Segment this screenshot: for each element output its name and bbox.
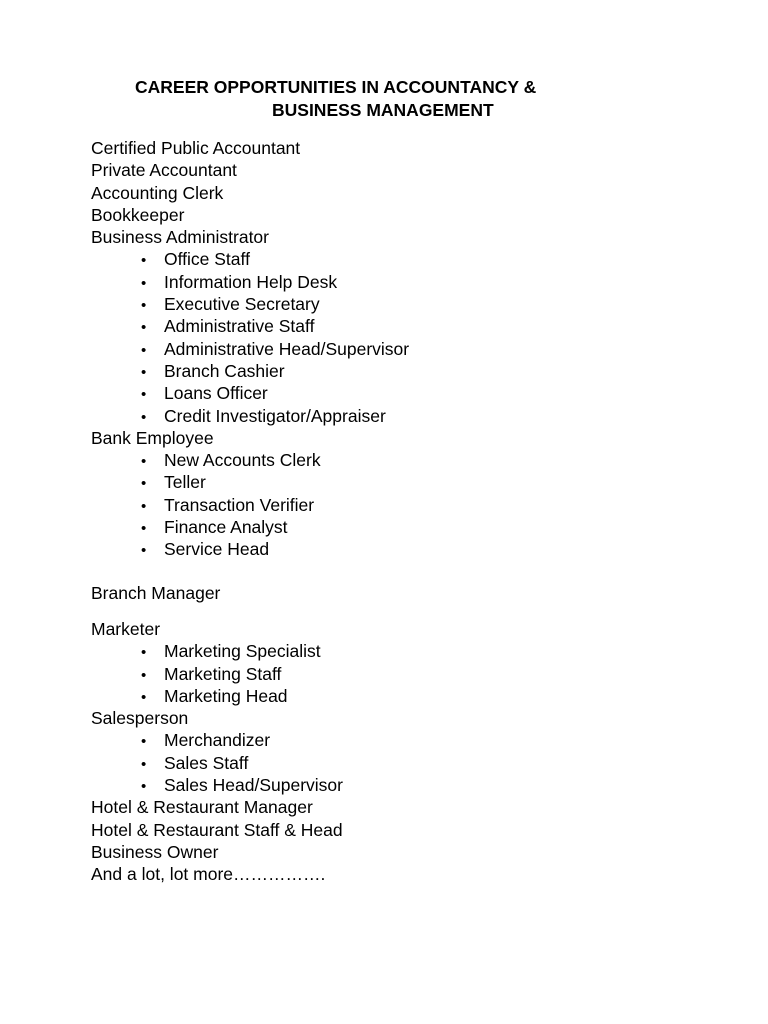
sub-item-label: Administrative Staff [164, 316, 315, 337]
sub-item [91, 471, 731, 493]
bullet-icon: • [141, 688, 147, 706]
sub-item [91, 663, 731, 685]
sub-item-label: Marketing Specialist [164, 641, 321, 662]
list-item-cpa: Certified Public Accountant [91, 138, 301, 158]
bullet-icon: • [141, 542, 147, 560]
sub-item [91, 382, 731, 404]
bullet-icon: • [141, 644, 147, 662]
sub-item-label: Merchandizer [164, 730, 271, 751]
sub-item [91, 315, 731, 337]
spacer [91, 604, 731, 618]
sub-item [91, 729, 731, 751]
sub-item [91, 516, 731, 538]
sub-item-label: Marketing Staff [164, 663, 282, 684]
list-item-marketer: Marketer [91, 618, 161, 639]
list-item-hotel-manager: Hotel & Restaurant Manager [91, 797, 313, 818]
list-item-more: And a lot, lot more……………. [91, 864, 326, 885]
list-item-branch-manager: Branch Manager [91, 582, 221, 603]
sub-item [91, 338, 731, 360]
list-item-hotel-staff: Hotel & Restaurant Staff & Head [91, 819, 343, 840]
bullet-icon: • [141, 297, 147, 315]
sub-item-label: Transaction Verifier [164, 494, 315, 515]
sub-item [91, 248, 731, 270]
bullet-icon: • [141, 453, 147, 471]
bullet-icon: • [141, 778, 147, 796]
title-line-1: CAREER OPPORTUNITIES IN ACCOUNTANCY & [135, 77, 537, 97]
page-title [0, 76, 768, 122]
sub-item-label: Credit Investigator/Appraiser [164, 405, 386, 426]
sub-item [91, 685, 731, 707]
sub-item-label: Teller [164, 472, 206, 493]
title-line-2: BUSINESS MANAGEMENT [272, 100, 494, 120]
sub-item-label: Marketing Head [164, 685, 288, 706]
bullet-icon: • [141, 666, 147, 684]
sub-item [91, 538, 731, 560]
list-item-salesperson: Salesperson [91, 708, 189, 729]
sub-item [91, 360, 731, 382]
sub-item-label: Administrative Head/Supervisor [164, 338, 410, 359]
list-item-accounting-clerk: Accounting Clerk [91, 182, 224, 203]
bullet-icon: • [141, 274, 147, 292]
sub-item-label: Finance Analyst [164, 517, 288, 538]
sub-item-label: Office Staff [164, 249, 250, 270]
list-item-business-administrator: Business Administrator [91, 227, 269, 248]
bullet-icon: • [141, 755, 147, 773]
bullet-icon: • [141, 363, 147, 381]
sub-item [91, 752, 731, 774]
sub-item-label: Executive Secretary [164, 294, 320, 315]
sub-item-label: Branch Cashier [164, 360, 285, 381]
sub-item-label: Information Help Desk [164, 271, 338, 292]
sub-item-label: Service Head [164, 539, 270, 560]
sub-item [91, 494, 731, 516]
list-item-business-owner: Business Owner [91, 841, 219, 862]
bullet-icon: • [141, 733, 147, 751]
bullet-icon: • [141, 341, 147, 359]
bullet-icon: • [141, 319, 147, 337]
spacer [91, 561, 731, 582]
sub-item [91, 405, 731, 427]
sub-item [91, 271, 731, 293]
list-item-private-accountant: Private Accountant [91, 160, 237, 181]
sub-item [91, 449, 731, 471]
bullet-icon: • [141, 252, 147, 270]
sub-item-label: Sales Staff [164, 752, 249, 773]
bullet-icon: • [141, 408, 147, 426]
bullet-icon: • [141, 386, 147, 404]
sub-item-label: Loans Officer [164, 383, 268, 404]
sub-item [91, 293, 731, 315]
sub-item [91, 774, 731, 796]
list-item-bookkeeper: Bookkeeper [91, 204, 185, 225]
career-list [91, 137, 731, 886]
bullet-icon: • [141, 520, 147, 538]
list-item-bank-employee: Bank Employee [91, 427, 214, 448]
sub-item-label: Sales Head/Supervisor [164, 775, 343, 796]
bullet-icon: • [141, 497, 147, 515]
sub-item [91, 640, 731, 662]
sub-item-label: New Accounts Clerk [164, 450, 321, 471]
bullet-icon: • [141, 475, 147, 493]
